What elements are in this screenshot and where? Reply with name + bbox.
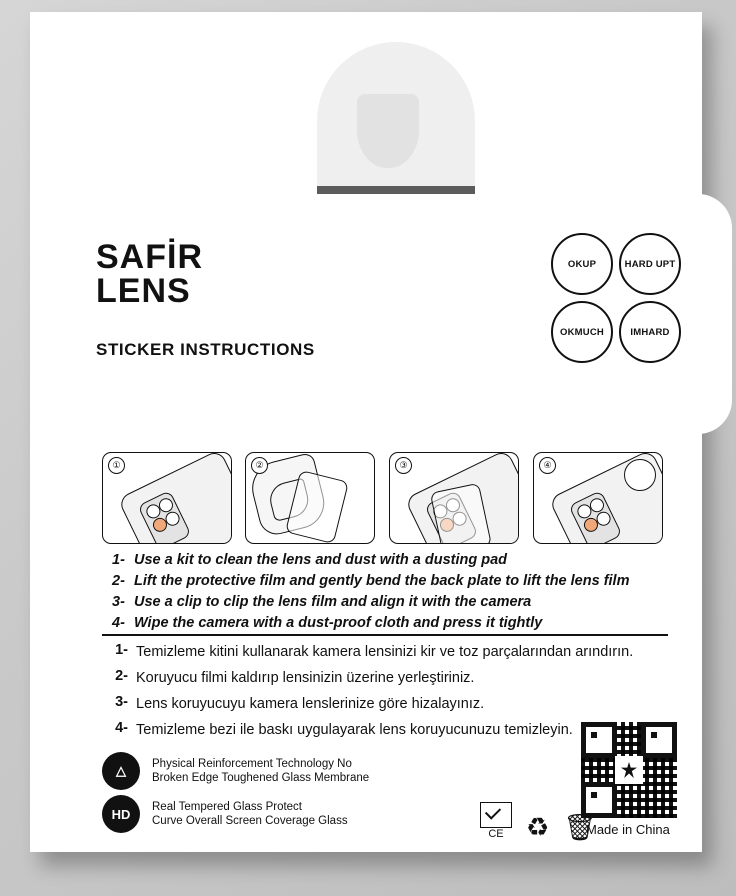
feature-line-2: Broken Edge Toughened Glass Membrane [152,772,370,784]
list-item-number: 2- [115,668,128,684]
feature-text [152,757,369,785]
list-item-number: 3- [115,694,128,710]
feature-row-reinforcement [102,752,369,790]
section-divider [102,634,668,636]
list-item-number: 2- [112,573,125,589]
feature-line-1: Real Tempered Glass Protect [152,801,302,813]
brand-line-2: LENS [96,272,191,310]
feature-line-1: Physical Reinforcement Technology No [152,758,352,770]
list-item-text: Lens koruyucuyu kamera lenslerinize göre hizalayınız. [136,696,485,712]
list-item-text: Temizleme bezi ile baskı uygulayarak lens koruyucunuzu temizleyin. [136,722,573,738]
step-number-4: ④ [539,457,556,474]
made-in-label: Made in China [586,822,670,837]
compliance-marks [480,802,596,840]
list-item-text: Lift the protective film and gently bend the back plate to lift the lens film [134,573,630,589]
phone-illustration [404,452,519,544]
hang-tab-hole-icon [357,94,419,168]
triangle-shield-icon: △ [102,752,140,790]
camera-module-icon [568,490,622,544]
list-item [112,571,672,592]
step-figure-3 [389,452,519,544]
step-figure-2 [245,452,375,544]
list-item [112,550,672,571]
ce-check-icon [480,802,512,828]
qr-finder-icon [641,722,677,758]
badge-okmuch: OKMUCH [551,301,613,363]
step-number-2: ② [251,457,268,474]
trash-bin-icon: 🗑 [563,812,597,842]
list-item-text: Koruyucu filmi kaldırıp lensinizin üzerine yerleştiriniz. [136,670,475,686]
phone-illustration [117,452,232,544]
clip-icon [624,459,656,491]
page-subtitle: STICKER INSTRUCTIONS [96,340,315,359]
recycle-icon: ♻ [526,812,550,842]
step-figure-4 [533,452,663,544]
english-instruction-list [112,550,672,634]
hd-icon: HD [102,795,140,833]
step-number-3: ③ [395,457,412,474]
list-item-text: Use a clip to clip the lens film and align it with the camera [134,594,532,610]
list-item [112,592,672,613]
step-number-1: ① [108,457,125,474]
list-item-number: 1- [112,552,125,568]
list-item-text: Wipe the camera with a dust-proof cloth and press it tightly [134,615,543,631]
feature-line-2: Curve Overall Screen Coverage Glass [152,815,348,827]
protective-film-icon [430,483,492,544]
list-item [102,642,682,662]
qr-finder-icon [581,722,617,758]
step-figure-1 [102,452,232,544]
list-item [112,613,672,634]
list-item-number: 3- [112,594,125,610]
list-item-number: 4- [115,720,128,736]
ce-label: CE [488,828,504,840]
brand-line-1: SAFİR [96,238,203,276]
badge-okup: OKUP [551,233,613,295]
feature-text [152,800,348,828]
brand-title [96,240,203,308]
badge-hardupt: HARD UPT [619,233,681,295]
list-item-number: 4- [112,615,125,631]
recycle-mark [526,814,549,840]
feature-row-hd [102,795,348,833]
badge-imhard: IMHARD [619,301,681,363]
list-item-text: Temizleme kitini kullanarak kamera lensinizi kir ve toz parçalarından arındırın. [136,644,634,660]
camera-module-icon [137,490,191,544]
product-card [30,12,702,852]
list-item-number: 1- [115,642,128,658]
list-item [102,668,682,688]
list-item [102,694,682,714]
ce-mark [480,802,512,840]
list-item-text: Use a kit to clean the lens and dust with a dusting pad [134,552,508,568]
